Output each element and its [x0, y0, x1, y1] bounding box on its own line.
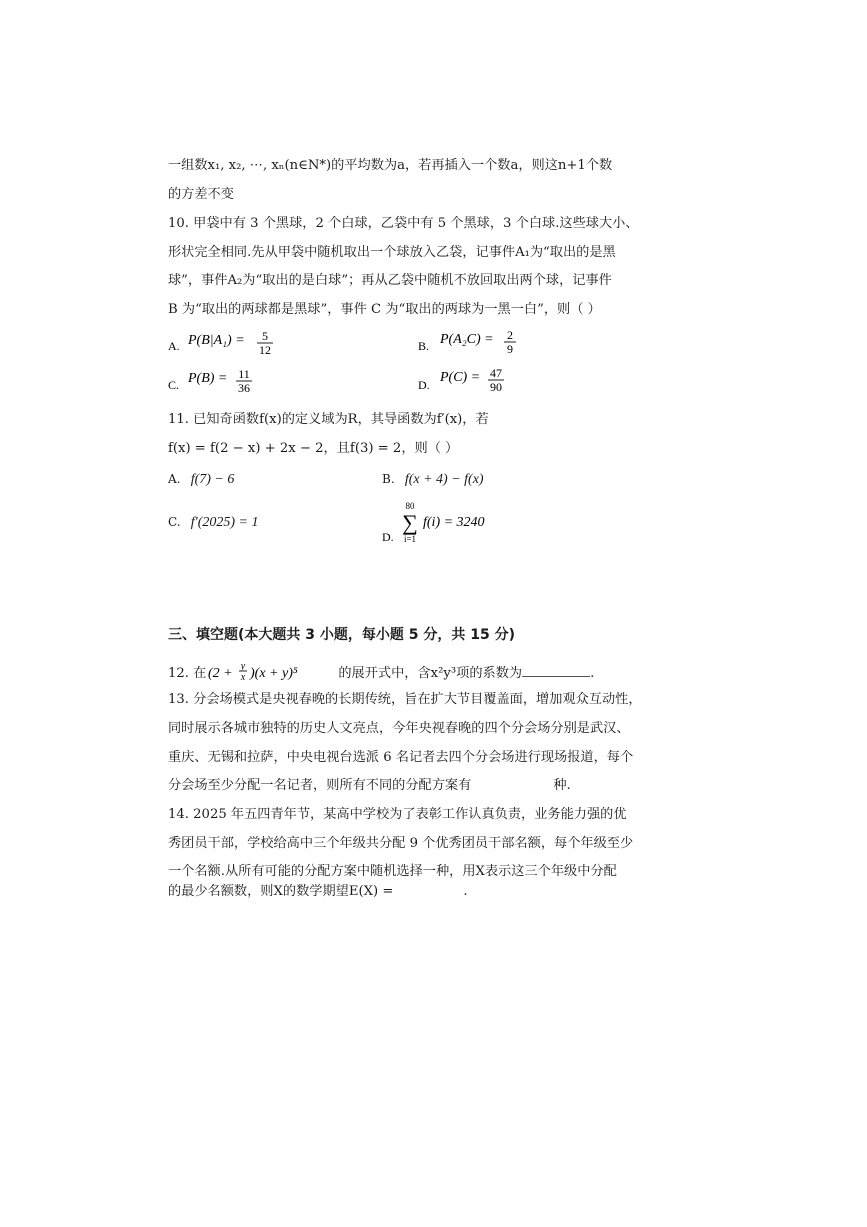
- sum-lower-limit: i=1: [403, 534, 417, 544]
- option-label: B.: [418, 339, 430, 353]
- option-label: A.: [168, 472, 181, 486]
- q10-option-b-formula: [418, 328, 548, 358]
- q9-option-d-text-cont: 的方差不变: [168, 187, 234, 202]
- q12-middle: 的展开式中，含x²y³项的系数为: [338, 666, 523, 681]
- q12-formula: [206, 662, 338, 682]
- q11-option-b: [382, 470, 484, 489]
- q10-stem-line2: 形状完全相同.先从甲袋中随机取出一个球放入乙袋，记事件A₁为“取出的是黑: [168, 245, 616, 260]
- q11-option-d: [382, 500, 512, 554]
- section-heading: 三、填空题(本大题共 3 小题，每小题 5 分，共 15 分): [168, 627, 516, 643]
- q11-option-c: [168, 513, 259, 532]
- option-expr: f′(2025) = 1: [190, 515, 259, 530]
- q10-stem-line4: B 为“取出的两球都是黑球”，事件 C 为“取出的两球为一黑一白”，则（ ）: [168, 302, 601, 317]
- q14-line2: 秀团员干部，学校给高中三个年级共分配 9 个优秀团员干部名额，每个年级至少: [168, 836, 634, 851]
- fraction-numerator: 11: [238, 367, 250, 381]
- option-label: B.: [382, 472, 395, 486]
- q11-stem-line2: f(x) = f(2 − x) + 2x − 2，且f(3) = 2，则（ ）: [168, 441, 459, 456]
- option-label: D.: [418, 378, 430, 392]
- fraction-numerator: 2: [507, 328, 513, 342]
- fraction-denominator: 9: [507, 342, 513, 356]
- q12-suffix: .: [590, 666, 595, 681]
- q14-line4: [168, 883, 468, 901]
- q9-option-d-line2: [168, 186, 234, 204]
- q10-option-a-formula: [168, 330, 298, 360]
- q11-stem-line1: 11. 已知奇函数f(x)的定义域为R，其导函数为f′(x)，若: [168, 412, 489, 427]
- q10-option-c-formula: [168, 366, 298, 396]
- option-label: A.: [168, 339, 180, 353]
- answer-blank: [471, 777, 553, 789]
- q10-option-d: [418, 366, 548, 402]
- fraction-denominator: 12: [259, 343, 271, 357]
- q11-option-d-formula: [382, 500, 512, 548]
- q13-line2: 同时展示各城市独特的历史人文亮点，今年央视春晚的四个分会场分别是武汉、: [168, 721, 630, 736]
- option-expr: f(7) − 6: [190, 472, 235, 487]
- q11-option-a: [168, 470, 234, 489]
- fraction-numerator: 47: [490, 366, 502, 380]
- option-expr: f(x + 4) − f(x): [404, 472, 484, 487]
- q10-stem-line3: 球”，事件A₂为“取出的是白球”；再从乙袋中随机不放回取出两个球，记事件: [168, 273, 612, 288]
- q10-option-c: [168, 366, 298, 402]
- formula-part: (2 +: [208, 666, 233, 681]
- q13-line4: [168, 777, 571, 795]
- answer-blank: [522, 664, 590, 677]
- formula-expr: P(B|A₁) =: [188, 333, 245, 348]
- q13-line3: 重庆、无锡和拉萨，中央电视台选派 6 名记者去四个分会场进行现场报道，每个: [168, 750, 634, 765]
- option-label: D.: [382, 530, 394, 544]
- q14-line1: 14. 2025 年五四青年节，某高中学校为了表彰工作认真负责，业务能力强的优: [168, 807, 627, 822]
- q10-option-d-formula: [418, 366, 548, 396]
- sum-expr: f(i) = 3240: [423, 515, 485, 530]
- q12-prefix: 12. 在: [168, 666, 207, 681]
- option-label: C.: [168, 515, 181, 529]
- q10-option-b: [418, 328, 548, 364]
- option-label: C.: [168, 378, 180, 392]
- q14-suffix: .: [463, 884, 468, 899]
- fraction-denominator: 36: [238, 381, 250, 395]
- q13-line1: 13. 分会场模式是央视春晚的长期传统，旨在扩大节目覆盖面，增加观众互动性，: [168, 692, 642, 707]
- sum-upper-limit: 80: [405, 501, 415, 511]
- q9-option-d-line1: [168, 157, 612, 175]
- q14-line3: 一个名额.从所有可能的分配方案中随机选择一种，用X表示这三个年级中分配: [168, 864, 617, 879]
- fraction-denominator: x: [241, 672, 246, 682]
- fraction-numerator: 5: [262, 330, 268, 343]
- formula-expr: P(A₂C) =: [440, 332, 494, 347]
- q14-text: 的最少名额数，则X的数学期望E(X) =: [168, 884, 394, 899]
- formula-expr: P(B) =: [188, 371, 228, 386]
- answer-blank: [393, 883, 463, 895]
- q13-suffix: 种.: [553, 778, 571, 793]
- q9-option-d-text: 一组数x₁, x₂, ⋯, xₙ(n∈N*)的平均数为a，若再插入一个数a，则这n+1个数: [168, 158, 613, 173]
- q10-option-a: [168, 330, 298, 366]
- formula-part: )(x + y)⁵: [250, 666, 299, 681]
- formula-expr: P(C) =: [440, 370, 481, 385]
- sum-sigma-icon: ∑: [402, 510, 418, 535]
- q10-stem-line1: 10. 甲袋中有 3 个黑球，2 个白球，乙袋中有 5 个黑球，3 个白球.这些球大小、: [168, 216, 639, 231]
- fraction-denominator: 90: [490, 380, 502, 394]
- q12-line: [168, 662, 594, 683]
- q13-text: 分会场至少分配一名记者，则所有不同的分配方案有: [168, 778, 472, 793]
- fraction-numerator: y: [241, 662, 246, 672]
